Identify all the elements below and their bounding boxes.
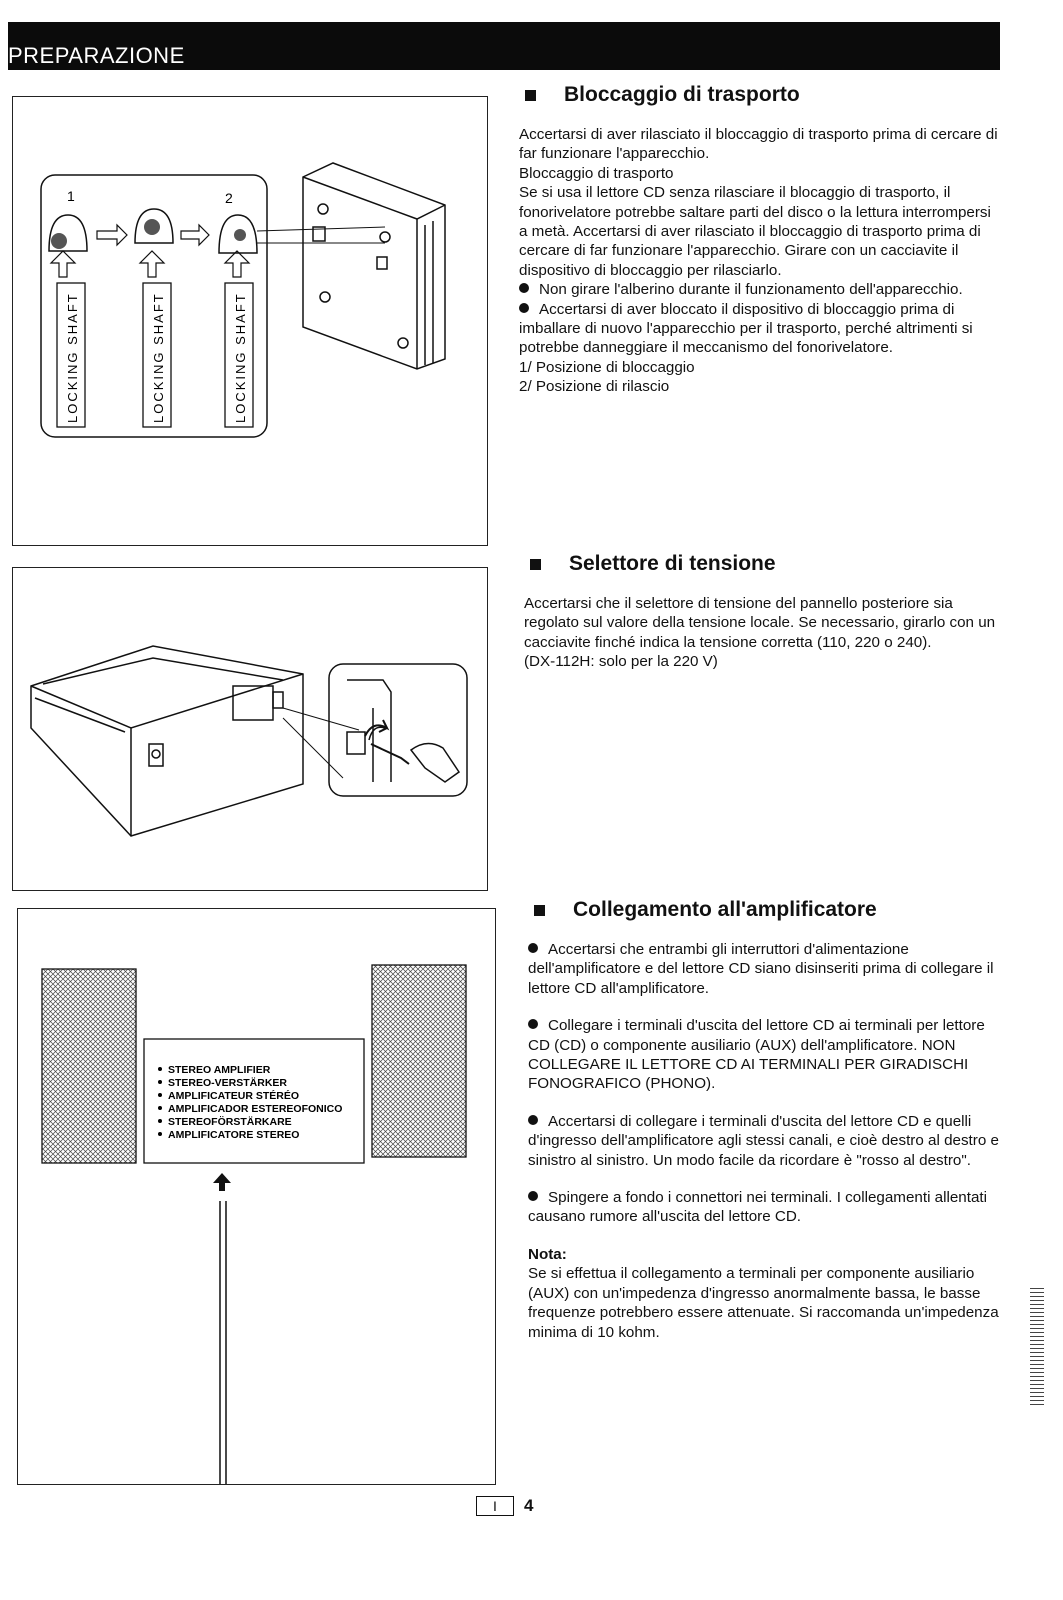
arrow-right-icon — [181, 225, 209, 245]
section-body — [524, 594, 1006, 672]
transport-lock-illustration — [13, 97, 487, 545]
section-heading — [519, 83, 1001, 107]
square-bullet-icon — [530, 559, 541, 570]
arrow-up-icon — [213, 1173, 231, 1191]
legend-item: 1/ Posizione di bloccaggio — [519, 358, 695, 376]
section-heading — [528, 898, 1010, 922]
list-item — [528, 940, 1010, 998]
amp-label: STEREOFÖRSTÄRKARE — [168, 1116, 292, 1128]
paragraph: Bloccaggio di trasporto — [519, 164, 674, 182]
amp-label: STEREO-VERSTÄRKER — [168, 1077, 288, 1089]
paragraph: Accertarsi di aver rilasciato il bloccaggio di trasporto prima di cercare di far funzionare l'apparecchio. — [519, 126, 998, 163]
amp-label: AMPLIFICATORE STEREO — [168, 1129, 300, 1141]
list-item — [519, 280, 1001, 299]
paragraph: Accertarsi che il selettore di tensione del pannello posteriore sia regolato sul valore della tensione locale. Se necessario, girarlo con un cacciavite finché indica la tensione corretta (110, 220 o 240). — [524, 595, 996, 651]
list-item — [519, 300, 1001, 358]
amp-label: AMPLIFICADOR ESTEREOFONICO — [168, 1103, 343, 1115]
list-item — [528, 1112, 1010, 1170]
amp-label: STEREO AMPLIFIER — [168, 1064, 271, 1076]
arrow-up-icon — [225, 251, 249, 277]
list-item-text: Accertarsi che entrambi gli interruttori d'alimentazione dell'amplificatore e del lettore CD siano disinseriti prima di collegare il lettore CD all'amplificatore. — [528, 941, 994, 997]
paragraph: (DX-112H: solo per la 220 V) — [524, 653, 718, 671]
list-item — [528, 1188, 1010, 1227]
rotating-knob-icon — [135, 209, 173, 243]
list-item-text: Non girare l'alberino durante il funzionamento dell'apparecchio. — [539, 281, 963, 299]
section-title: Bloccaggio di trasporto — [564, 83, 800, 106]
release-knob-icon — [219, 215, 257, 253]
arrow-up-icon — [140, 251, 164, 277]
cd-player-rear-view — [31, 646, 303, 836]
transport-lock-figure — [12, 96, 488, 546]
voltage-selector-illustration — [13, 568, 487, 890]
page-title: PREPARAZIONE — [8, 43, 185, 68]
section-transport-lock — [519, 83, 1001, 397]
amp-label: AMPLIFICATEUR STÉRÉO — [168, 1090, 300, 1102]
bullet-dot-icon — [528, 1191, 538, 1201]
section-title: Collegamento all'amplificatore — [573, 898, 877, 921]
step-1-label: 1 — [67, 188, 75, 204]
section-body — [519, 125, 1001, 397]
section-voltage-selector — [524, 552, 1006, 672]
left-speaker — [42, 969, 136, 1163]
locking-shaft-label: LOCKING SHAFT — [233, 292, 248, 423]
language-tab: I — [476, 1496, 514, 1516]
amplifier-connection-illustration — [18, 909, 495, 1484]
page-number: 4 — [524, 1496, 534, 1515]
list-item — [528, 1016, 1010, 1094]
bullet-dot-icon — [528, 943, 538, 953]
voltage-selector-figure — [12, 567, 488, 891]
bullet-dot-icon — [528, 1019, 538, 1029]
note-label: Nota: — [528, 1245, 567, 1263]
locking-shaft-label: LOCKING SHAFT — [151, 292, 166, 423]
section-body — [528, 940, 1010, 1342]
list-item-text: Spingere a fondo i connettori nei terminali. I collegamenti allentati causano rumore all'uscita del lettore CD. — [528, 1189, 988, 1226]
arrow-right-icon — [97, 225, 127, 245]
legend-item: 2/ Posizione di rilascio — [519, 378, 670, 396]
section-amplifier-connection — [528, 898, 1010, 1342]
bullet-dot-icon — [528, 1115, 538, 1125]
lock-knob-icon — [49, 215, 87, 251]
arrow-up-icon — [51, 251, 75, 277]
list-item-text: Accertarsi di aver bloccato il dispositivo di bloccaggio prima di imballare di nuovo l'apparecchio per il trasporto, perché altrimenti si potrebbe danneggiare il meccanismo del fonorivelatore. — [519, 300, 973, 357]
amplifier-connection-figure — [17, 908, 496, 1485]
square-bullet-icon — [525, 90, 536, 101]
audio-cable — [178, 1201, 226, 1484]
edge-index-marks — [1030, 1288, 1044, 1408]
cd-player-side-view — [303, 163, 445, 369]
page-footer — [476, 1496, 533, 1516]
bullet-dot-icon — [519, 283, 529, 293]
note-text: Se si effettua il collegamento a terminali per componente ausiliario (AUX) con un'impedenza d'ingresso anormalmente bassa, le basse frequenze potrebbero essere attenuate. Si raccomanda un'impedenza minima di 10 kohm. — [528, 1265, 999, 1341]
bullet-dot-icon — [519, 303, 529, 313]
right-speaker — [372, 965, 466, 1157]
section-heading — [524, 552, 1006, 576]
square-bullet-icon — [534, 905, 545, 916]
step-2-label: 2 — [225, 190, 233, 206]
zoom-detail — [329, 664, 467, 796]
list-item-text: Accertarsi di collegare i terminali d'uscita del lettore CD e quelli d'ingresso dell'amplificatore agli stessi canali, e cioè destro al destro e sinistro al sinistro. Un modo facile da ricordare è "rosso al destro". — [528, 1112, 999, 1169]
section-title: Selettore di tensione — [569, 552, 776, 575]
locking-shaft-label: LOCKING SHAFT — [65, 292, 80, 423]
list-item-text: Collegare i terminali d'uscita del lettore CD ai terminali per lettore CD (CD) o componente ausiliario (AUX) dell'amplificatore. NON COLLEGARE IL LETTORE CD AI TERMINALI PER GIRADISCHI FONOGRAFICO (PHONO). — [528, 1017, 985, 1093]
paragraph: Se si usa il lettore CD senza rilasciare il blocaggio di trasporto, il fonorivelatore potrebbe saltare parti del disco o la lettura interrompersi a metà. Accertarsi di aver rilasciato il bloccaggio di trasporto prima di cercare di far funzionare l'apparecchio. Girare con un cacciavite il dispositivo di bloccaggio per rilasciarlo. — [519, 184, 991, 279]
